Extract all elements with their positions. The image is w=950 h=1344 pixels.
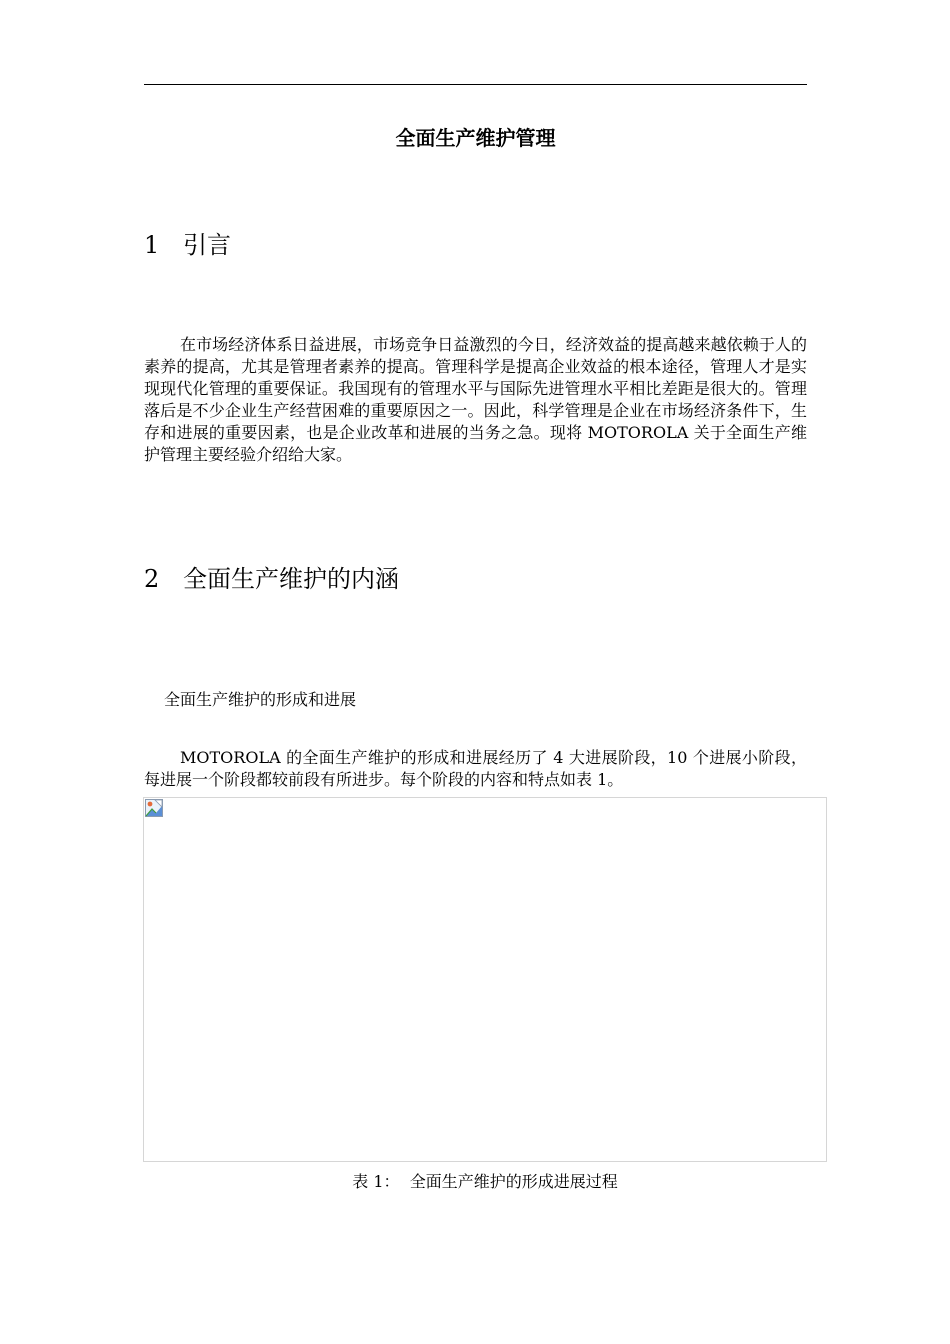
broken-image-icon (145, 799, 163, 817)
document-title: 全面生产维护管理 (395, 126, 556, 150)
section-2-heading (144, 563, 399, 595)
section-1-heading (144, 229, 231, 261)
section-2-subheading: 全面生产维护的形成和进展 (164, 690, 357, 709)
section-1-paragraph: 在市场经济体系日益进展，市场竞争日益激烈的今日，经济效益的提高越来越依赖于人的素养的提高，尤其是管理者素养的提高。管理科学是提高企业效益的根本途径，管理人才是实现现代化管理的重要保证。我国现有的管理水平与国际先进管理水平相比差距是很大的。管理落后是不少企业生产经营困难的重要原因之一。因此，科学管理是企业在市场经济条件下，生存和进展的重要因素，也是企业改革和进展的当务之急。现将 MOTOROLA 关于全面生产维护管理主要经验介绍给大家。 (144, 335, 807, 464)
header-rule (144, 84, 807, 85)
section-1-title: 引言 (183, 231, 231, 259)
section-1-number: 1 (144, 231, 160, 259)
section-2-number: 2 (144, 565, 160, 593)
table-1-caption: 表 1： 全面生产维护的形成进展过程 (352, 1172, 618, 1191)
table-1-image (143, 797, 827, 1162)
section-2-paragraph: MOTOROLA 的全面生产维护的形成和进展经历了 4 大进展阶段，10 个进展小阶段，每进展一个阶段都较前段有所进步。每个阶段的内容和特点如表 1。 (144, 748, 807, 789)
section-2-title: 全面生产维护的内涵 (183, 565, 399, 593)
